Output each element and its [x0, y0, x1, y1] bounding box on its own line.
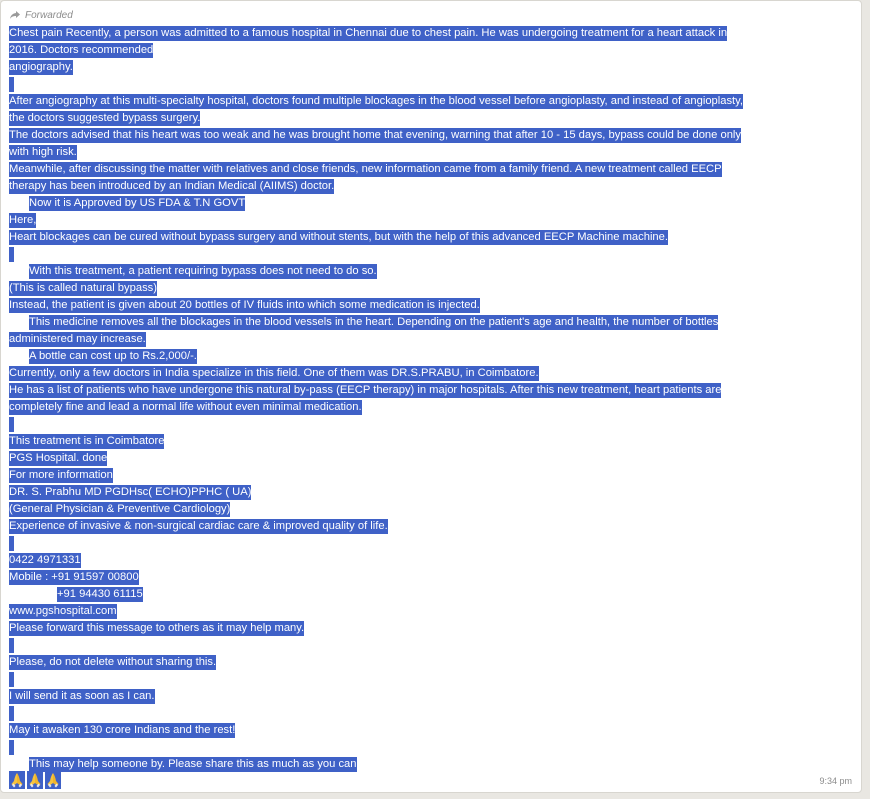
- forwarded-label: Forwarded: [25, 9, 73, 21]
- message-line: [9, 416, 855, 433]
- message-line-text: Meanwhile, after discussing the matter with relatives and close friends, new information came from a family friend. A new treatment called EECP: [9, 163, 722, 175]
- message-line-text: administered may increase.: [9, 333, 146, 345]
- message-line: [9, 127, 855, 144]
- message-line-text: (This is called natural bypass): [9, 282, 157, 294]
- message-line: [9, 144, 855, 161]
- message-line-text: May it awaken 130 crore Indians and the rest!: [9, 724, 236, 736]
- message-line: [9, 331, 855, 348]
- message-line: [9, 467, 855, 484]
- message-line: [9, 42, 855, 59]
- praying-hands-icon: [45, 771, 61, 789]
- message-line-text: www.pgshospital.com: [9, 605, 117, 617]
- message-line: [9, 569, 855, 586]
- message-line-text: He has a list of patients who have undergone this natural by-pass (EECP therapy) in major hospitals. After this new treatment, heart patients are: [9, 384, 722, 396]
- message-line: [9, 722, 855, 739]
- message-line: [9, 688, 855, 705]
- message-line-text: DR. S. Prabhu MD PGDHsc( ECHO)PPHC ( UA): [9, 486, 252, 498]
- praying-hands-icon: [27, 771, 43, 789]
- message-line: [9, 297, 855, 314]
- message-line-text: [9, 247, 14, 262]
- message-line: [9, 195, 855, 212]
- message-line-text: This may help someone by. Please share this as much as you can: [29, 758, 357, 770]
- message-line-text: This medicine removes all the blockages in the blood vessels in the heart. Depending on the patient's age and health, the number of bottles: [29, 316, 719, 328]
- forwarded-indicator: [9, 7, 73, 23]
- message-line: [9, 382, 855, 399]
- message-line: [9, 263, 855, 280]
- message-line-text: This treatment is in Coimbatore: [9, 435, 165, 447]
- message-line-text: +91 94430 61115: [57, 588, 143, 600]
- emoji-row: [9, 771, 61, 789]
- message-line-text: Heart blockages can be cured without bypass surgery and without stents, but with the help of this advanced EECP Machine machine.: [9, 231, 668, 243]
- message-line: [9, 433, 855, 450]
- message-line-text: [9, 672, 14, 687]
- message-line: [9, 348, 855, 365]
- message-line: [9, 314, 855, 331]
- message-line: [9, 76, 855, 93]
- message-line: [9, 637, 855, 654]
- message-line: [9, 756, 855, 773]
- message-line: [9, 552, 855, 569]
- message-line-text: Mobile : +91 91597 00800: [9, 571, 139, 583]
- message-line-text: therapy has been introduced by an Indian Medical (AIIMS) doctor.: [9, 180, 335, 192]
- message-line: [9, 399, 855, 416]
- message-line-text: PGS Hospital. done: [9, 452, 108, 464]
- message-line: [9, 484, 855, 501]
- message-line: [9, 654, 855, 671]
- message-line: [9, 25, 855, 42]
- message-line-text: Here,: [9, 214, 37, 226]
- message-line-text: Now it is Approved by US FDA & T.N GOVT: [29, 197, 246, 209]
- message-line-text: [9, 706, 14, 721]
- message-line-text: I will send it as soon as I can.: [9, 690, 155, 702]
- message-line-text: [9, 536, 14, 551]
- message-line: [9, 93, 855, 110]
- message-line-text: (General Physician & Preventive Cardiology): [9, 503, 231, 515]
- message-line-text: with high risk.: [9, 146, 77, 158]
- message-line-text: Experience of invasive & non-surgical cardiac care & improved quality of life.: [9, 520, 388, 532]
- message-line-text: A bottle can cost up to Rs.2,000/-.: [29, 350, 197, 362]
- message-text[interactable]: [9, 25, 855, 773]
- message-line: [9, 586, 855, 603]
- message-line: [9, 705, 855, 722]
- message-line: [9, 365, 855, 382]
- message-line: [9, 603, 855, 620]
- message-line-text: Chest pain Recently, a person was admitted to a famous hospital in Chennai due to chest pain. He was undergoing treatment for a heart attack in: [9, 27, 728, 39]
- message-line: [9, 518, 855, 535]
- message-line: [9, 229, 855, 246]
- message-line-text: Please forward this message to others as it may help many.: [9, 622, 305, 634]
- message-line: [9, 671, 855, 688]
- praying-hands-icon: [9, 771, 25, 789]
- message-line-text: [9, 417, 14, 432]
- message-line: [9, 246, 855, 263]
- message-line-text: angiography.: [9, 61, 73, 73]
- message-line: [9, 535, 855, 552]
- message-line-text: [9, 77, 14, 92]
- message-line: [9, 450, 855, 467]
- message-timestamp: 9:34 pm: [819, 776, 852, 786]
- message-line-text: [9, 638, 14, 653]
- message-line: [9, 161, 855, 178]
- message-line: [9, 178, 855, 195]
- message-line: [9, 620, 855, 637]
- message-line: [9, 59, 855, 76]
- message-line-text: the doctors suggested bypass surgery.: [9, 112, 201, 124]
- message-line-text: The doctors advised that his heart was too weak and he was brought home that evening, warning that after 10 - 15 days, bypass could be done only: [9, 129, 741, 141]
- message-line-text: [9, 740, 14, 755]
- message-line: [9, 280, 855, 297]
- message-line-text: After angiography at this multi-specialty hospital, doctors found multiple blockages in the blood vessel before angioplasty, and instead of angioplasty,: [9, 95, 744, 107]
- message-line: [9, 501, 855, 518]
- message-line: [9, 739, 855, 756]
- message-line-text: 2016. Doctors recommended: [9, 44, 154, 56]
- forward-arrow-icon: [9, 10, 21, 20]
- message-line-text: For more information: [9, 469, 113, 481]
- message-line: [9, 110, 855, 127]
- message-line-text: Instead, the patient is given about 20 bottles of IV fluids into which some medication is injected.: [9, 299, 480, 311]
- message-line-text: completely fine and lead a normal life without even minimal medication.: [9, 401, 362, 413]
- message-line-text: With this treatment, a patient requiring bypass does not need to do so.: [29, 265, 377, 277]
- message-line-text: Please, do not delete without sharing this.: [9, 656, 217, 668]
- message-line: [9, 212, 855, 229]
- message-line-text: 0422 4971331: [9, 554, 81, 566]
- message-line-text: Currently, only a few doctors in India specialize in this field. One of them was DR.S.PRABU, in Coimbatore.: [9, 367, 539, 379]
